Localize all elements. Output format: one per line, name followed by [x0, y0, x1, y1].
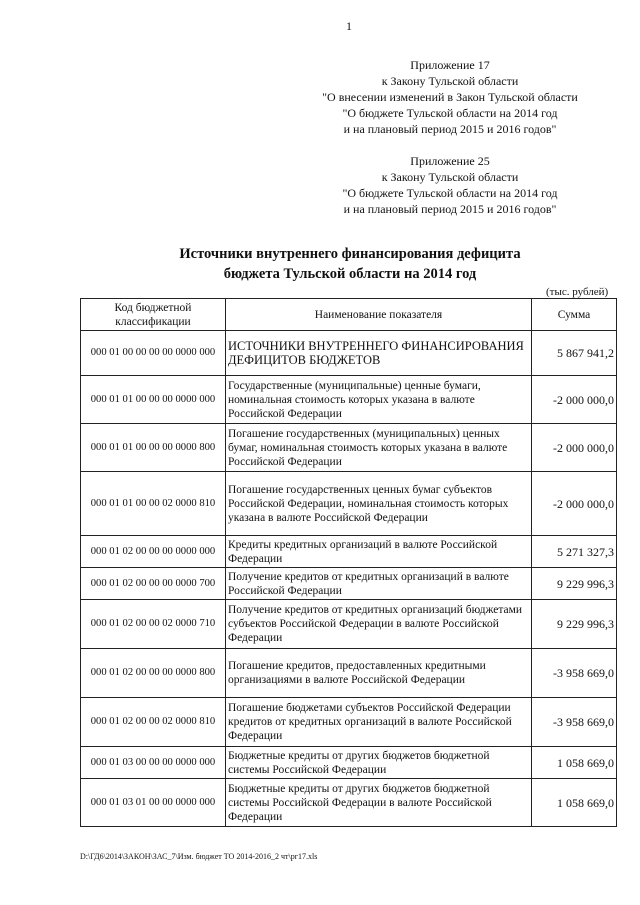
row-sum: 9 229 996,3: [532, 600, 617, 649]
row-sum: -3 958 669,0: [532, 649, 617, 698]
table-row: [81, 568, 617, 600]
appendix-17-line: и на плановый период 2015 и 2016 годов": [343, 122, 557, 136]
row-name: Погашение государственных ценных бумаг субъектов Российской Федерации, номинальная стоимость которых указана в валюте Российской Федерации: [226, 472, 532, 536]
table-row: [81, 331, 617, 376]
row-code: 000 01 02 00 00 02 0000 810: [81, 698, 226, 747]
row-code: 000 01 01 00 00 02 0000 810: [81, 472, 226, 536]
row-code: 000 01 03 01 00 00 0000 000: [81, 779, 226, 827]
unit-label: (тыс. рублей): [546, 286, 609, 298]
appendix-25-line: и на плановый период 2015 и 2016 годов": [343, 202, 557, 216]
row-sum: -2 000 000,0: [532, 376, 617, 424]
appendix-17-line: к Закону Тульской области: [381, 74, 519, 88]
appendix-17-line: "О бюджете Тульской области на 2014 год: [342, 106, 558, 120]
row-sum: 1 058 669,0: [532, 747, 617, 779]
appendix-25-block: [300, 153, 600, 217]
table-row: [81, 424, 617, 472]
appendix-17-line: Приложение 17: [410, 58, 490, 72]
row-sum: -2 000 000,0: [532, 472, 617, 536]
row-code: 000 01 02 00 00 00 0000 000: [81, 536, 226, 568]
table-row: [81, 376, 617, 424]
row-code: 000 01 02 00 00 02 0000 710: [81, 600, 226, 649]
table-row: [81, 472, 617, 536]
appendix-17-line: "О внесении изменений в Закон Тульской области: [322, 90, 578, 104]
table-row: [81, 536, 617, 568]
row-code: 000 01 02 00 00 00 0000 700: [81, 568, 226, 600]
row-name: Бюджетные кредиты от других бюджетов бюджетной системы Российской Федерации в валюте Российской Федерации: [226, 779, 532, 827]
row-code: 000 01 01 00 00 00 0000 000: [81, 376, 226, 424]
row-name: Погашение кредитов, предоставленных кредитными организациями в валюте Российской Федерации: [226, 649, 532, 698]
header-sum: Сумма: [532, 299, 617, 331]
appendix-17-block: [300, 57, 600, 137]
row-name: Кредиты кредитных организаций в валюте Российской Федерации: [226, 536, 532, 568]
row-name: Получение кредитов от кредитных организаций в валюте Российской Федерации: [226, 568, 532, 600]
table-header-row: [81, 299, 617, 331]
row-code: 000 01 01 00 00 00 0000 800: [81, 424, 226, 472]
header-code: Код бюджетной классификации: [81, 299, 226, 331]
title-line-1: Источники внутреннего финансирования дефицита: [179, 246, 521, 262]
table-row: [81, 747, 617, 779]
row-sum: -3 958 669,0: [532, 698, 617, 747]
appendix-25-line: Приложение 25: [410, 154, 490, 168]
title-line-2: бюджета Тульской области на 2014 год: [223, 266, 477, 282]
row-code: 000 01 00 00 00 00 0000 000: [81, 331, 226, 376]
financing-sources-table: [80, 298, 617, 827]
appendix-25-line: "О бюджете Тульской области на 2014 год: [342, 186, 558, 200]
table-row: [81, 779, 617, 827]
row-name: Получение кредитов от кредитных организаций бюджетами субъектов Российской Федерации в валюте Российской Федерации: [226, 600, 532, 649]
row-sum: 1 058 669,0: [532, 779, 617, 827]
row-sum: 5 271 327,3: [532, 536, 617, 568]
row-sum: 5 867 941,2: [532, 331, 617, 376]
row-name: ИСТОЧНИКИ ВНУТРЕННЕГО ФИНАНСИРОВАНИЯ ДЕФИЦИТОВ БЮДЖЕТОВ: [226, 331, 532, 376]
appendix-25-line: к Закону Тульской области: [381, 170, 519, 184]
row-code: 000 01 03 00 00 00 0000 000: [81, 747, 226, 779]
table-row: [81, 698, 617, 747]
document-title: [60, 244, 640, 284]
row-name: Погашение государственных (муниципальных) ценных бумаг, номинальная стоимость которых указана в валюте Российской Федерации: [226, 424, 532, 472]
row-name: Бюджетные кредиты от других бюджетов бюджетной системы Российской Федерации: [226, 747, 532, 779]
row-sum: -2 000 000,0: [532, 424, 617, 472]
row-code: 000 01 02 00 00 00 0000 800: [81, 649, 226, 698]
page-number: 1: [346, 19, 352, 33]
file-path-footer: D:\ГД6\2014\ЗАКОН\ЗАС_7\Изм. бюджет ТО 2014-2016_2 чт\рг17.xls: [80, 852, 318, 861]
row-name: Государственные (муниципальные) ценные бумаги, номинальная стоимость которых указана в валюте Российской Федерации: [226, 376, 532, 424]
table-row: [81, 600, 617, 649]
row-sum: 9 229 996,3: [532, 568, 617, 600]
table-row: [81, 649, 617, 698]
header-name: Наименование показателя: [226, 299, 532, 331]
row-name: Погашение бюджетами субъектов Российской Федерации кредитов от кредитных организаций в валюте Российской Федерации: [226, 698, 532, 747]
